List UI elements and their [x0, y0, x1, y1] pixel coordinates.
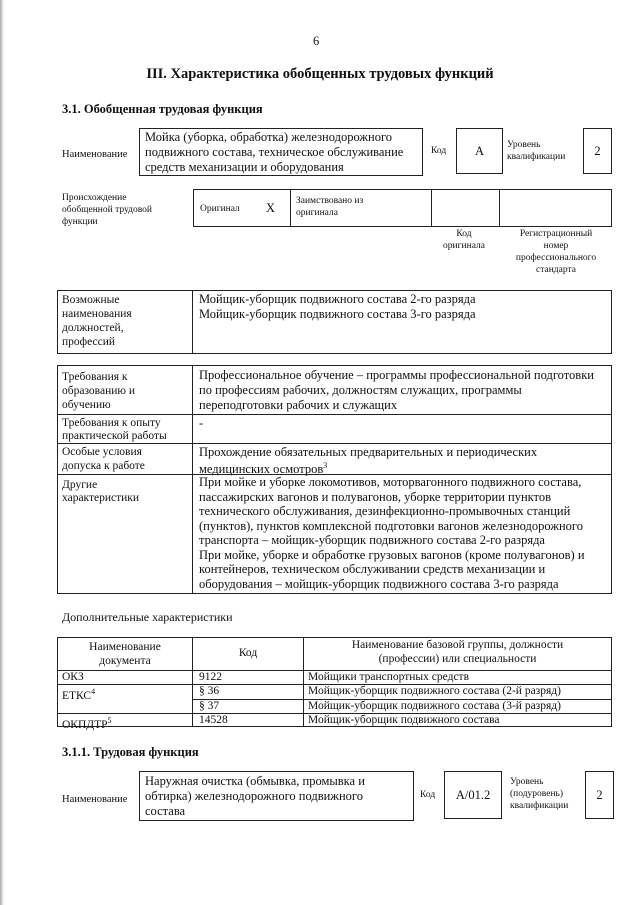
scan-edge: [0, 0, 4, 905]
subsection-tf-title: 3.1.1. Трудовая функция: [62, 745, 199, 759]
tf-name-line: состава: [145, 804, 186, 818]
header-name: Наименование базовой группы, должности: [351, 639, 564, 651]
req-value: по профессиям рабочих, должностям служащих, программы: [199, 383, 522, 397]
req-label: Особые условия: [62, 446, 142, 458]
name-cell: Мойщик-уборщик подвижного состава (2-й разряд): [308, 685, 561, 697]
req-value: контейнеров, техническом обслуживании средств механизации и: [199, 562, 546, 576]
req-label: характеристики: [62, 492, 140, 504]
gtf-code-label: Код: [431, 146, 447, 156]
gtf-name-line: подвижного состава, техническое обслуживание: [145, 145, 404, 159]
positions-label: профессий: [62, 336, 116, 348]
req-label: Требования к: [62, 371, 128, 383]
gtf-name-line: Мойка (уборка, обработка) железнодорожного: [145, 130, 393, 144]
gtf-level-label: квалификации: [507, 152, 566, 162]
tf-name-line: Наружная очистка (обмывка, промывка и: [145, 774, 365, 788]
position-value: Мойщик-уборщик подвижного состава 3-го разряда: [199, 307, 476, 321]
code-cell: 9122: [199, 671, 222, 683]
page-number: 6: [313, 34, 320, 48]
origin-label: функции: [62, 217, 98, 227]
name-cell: Мойщик-уборщик подвижного состава (3-й разряд): [308, 700, 561, 712]
name-cell: Мойщик-уборщик подвижного состава: [308, 714, 500, 726]
reg-number-caption: номер: [543, 241, 569, 251]
tf-level-label: (подуровень): [510, 789, 564, 799]
origin-label: обобщенной трудовой: [62, 205, 152, 215]
tf-level-label: квалификации: [510, 801, 569, 811]
tf-level-label: Уровень: [510, 777, 544, 787]
positions-table: [57, 290, 612, 354]
subsection-title: 3.1. Обобщенная трудовая функция: [62, 102, 263, 116]
footnote-ref: 5: [107, 716, 112, 725]
header-doc: документа: [99, 655, 151, 667]
tf-code-label: Код: [420, 790, 436, 800]
additional-title: Дополнительные характеристики: [62, 610, 233, 624]
req-value: переподготовки рабочих и служащих: [199, 398, 398, 412]
origin-box: [193, 189, 612, 227]
reg-number-caption: профессионального: [515, 253, 597, 263]
position-value: Мойщик-уборщик подвижного состава 2-го разряда: [199, 292, 476, 306]
req-label: допуска к работе: [62, 460, 145, 472]
req-value: -: [199, 416, 204, 430]
section-title: III. Характеристика обобщенных трудовых функций: [146, 66, 494, 82]
req-value: Прохождение обязательных предварительных и периодических: [199, 445, 538, 459]
doc-name: ОКПДТР: [62, 718, 108, 731]
req-value: Профессиональное обучение – программы профессиональной подготовки: [199, 368, 594, 382]
gtf-level-box: [583, 128, 612, 174]
tf-code-value: A/01.2: [455, 788, 491, 802]
reg-number-caption: стандарта: [536, 265, 576, 275]
gtf-name-label: Наименование: [62, 149, 128, 160]
origin-borrowed-label: оригинала: [296, 208, 338, 218]
origin-label: Происхождение: [62, 193, 127, 203]
origin-original-label: Оригинал: [200, 204, 240, 214]
gtf-name-box: [139, 128, 423, 176]
positions-label: Возможные: [62, 294, 120, 306]
origin-borrowed-label: Заимствовано из: [296, 196, 364, 206]
doc-cell: [62, 685, 95, 703]
tf-code-box: [444, 771, 502, 819]
name-cell: Мойщики транспортных средств: [308, 671, 469, 683]
header-doc: Наименование: [89, 641, 161, 653]
req-value: транспорта – мойщик-уборщик подвижного состава 2-го разряда: [199, 533, 545, 547]
tf-level-box: [585, 771, 614, 819]
origin-original-mark: X: [266, 201, 276, 215]
req-value-with-footnote: [199, 459, 327, 477]
doc-name: ЕТКС: [62, 689, 92, 702]
req-value: пассажирских вагонов и полувагонов, уборке территории пунктов: [199, 489, 552, 504]
additional-table: [57, 637, 612, 731]
requirements-table: [57, 365, 612, 594]
footnote-ref: 4: [91, 687, 96, 696]
gtf-code-value: A: [474, 144, 485, 158]
gtf-code-box: [456, 128, 503, 174]
gtf-level-label: Уровень: [507, 140, 541, 150]
tf-name-line: обтирка) железнодорожного подвижного: [145, 789, 363, 803]
code-cell: § 36: [199, 685, 220, 697]
positions-label: должностей,: [62, 322, 124, 334]
tf-name-box: [139, 771, 414, 821]
positions-label: наименования: [62, 308, 132, 320]
req-value: (пунктов), пунктов комплексной подготовки вагонов железнодорожного: [199, 518, 583, 533]
req-label: Требования к опыту: [62, 417, 161, 429]
footnote-ref: 3: [323, 461, 328, 470]
reg-number-caption: Регистрационный: [519, 229, 593, 239]
header-name: (профессии) или специальности: [378, 653, 537, 665]
req-value: медицинских осмотров: [199, 462, 324, 477]
req-value: При мойке и уборке локомотивов, моторвагонного подвижного состава,: [199, 475, 582, 489]
req-label: обучению: [62, 399, 111, 411]
req-label: образованию и: [62, 385, 135, 397]
req-label: Другие: [62, 479, 98, 491]
code-original-caption: оригинала: [443, 241, 485, 251]
gtf-level-value: 2: [594, 144, 601, 158]
gtf-name-line: средств механизации и оборудования: [145, 160, 344, 174]
req-value: технического обслуживания, дезинфекционно-промывочных станций: [199, 504, 571, 518]
req-label: практической работы: [62, 430, 167, 442]
tf-name-label: Наименование: [62, 794, 128, 805]
code-original-caption: Код: [456, 229, 472, 239]
doc-cell: ОКЗ: [62, 671, 84, 683]
req-value: оборудования – мойщик-уборщик подвижного состава 3-го разряда: [199, 576, 559, 591]
tf-level-value: 2: [596, 788, 603, 802]
req-value: При мойке, уборке и обработке грузовых вагонов (кроме полувагонов) и: [199, 547, 585, 562]
doc-cell: [62, 714, 112, 732]
header-code: Код: [238, 647, 258, 659]
code-cell: § 37: [199, 700, 220, 712]
code-cell: 14528: [199, 714, 228, 726]
